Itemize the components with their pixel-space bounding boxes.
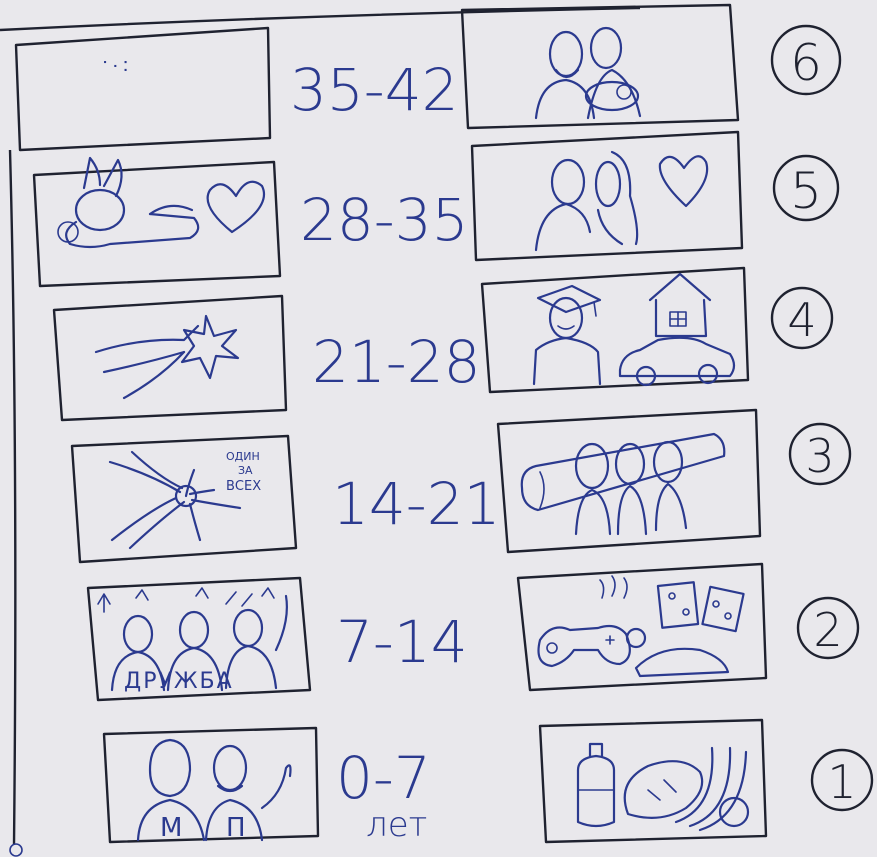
row-4 [54, 268, 832, 420]
graduate-drawing [534, 286, 600, 384]
board-top-line [0, 8, 640, 30]
row-5 [34, 132, 838, 286]
joined-hands-drawing [110, 452, 240, 548]
house-drawing [650, 274, 710, 336]
stage-5-number: 5 [790, 162, 822, 220]
friendship-note: ДРУЖБА [124, 669, 234, 694]
baby-bottle-drawing [578, 744, 614, 826]
row-3 [72, 410, 850, 562]
car-drawing [620, 338, 734, 385]
dice-and-cards-drawing [600, 576, 744, 631]
row-1-left-panel [104, 728, 318, 842]
father-letter: П [226, 813, 246, 843]
teamwork-note-line-3: ВСЕХ [226, 479, 262, 494]
row-2 [88, 564, 858, 700]
heart-icon [660, 156, 707, 206]
row-3-left-panel [72, 436, 296, 562]
stage-4-number: 4 [787, 293, 817, 347]
kissing-couple-drawing [536, 152, 637, 250]
sleeping-rabbit-drawing [58, 158, 198, 247]
row-6-age: 35-42 [290, 56, 459, 124]
row-3-age: 14-21 [332, 470, 501, 538]
stage-6-number: 6 [790, 34, 822, 92]
stage-3-number: 3 [805, 429, 835, 483]
row-3-right-panel [498, 410, 760, 552]
swallow-and-star-drawing [96, 316, 238, 398]
row-6-left-panel [16, 28, 270, 150]
stage-1-number: 1 [827, 755, 857, 809]
marker-mark [10, 844, 22, 856]
stage-2-number: 2 [813, 603, 843, 657]
row-2-age: 7-14 [336, 608, 468, 676]
row-4-right-panel [482, 268, 748, 392]
bread-and-bananas-drawing [625, 748, 748, 830]
row-4-left-panel [54, 296, 286, 420]
board-left-line [10, 150, 15, 845]
teamwork-note-line-1: ОДИН [226, 450, 260, 463]
teamwork-note-line-2: ЗА [238, 464, 253, 477]
friends-with-diploma-drawing [522, 434, 725, 534]
row-5-right-panel [472, 132, 742, 260]
couple-with-baby-drawing [536, 28, 640, 118]
gamepad-drawing [539, 626, 630, 666]
row-1-right-panel [540, 720, 766, 842]
mother-letter: М [160, 813, 183, 843]
row-1 [104, 720, 872, 845]
row-5-age: 28-35 [300, 186, 469, 254]
row-4-age: 21-28 [312, 328, 481, 396]
row-1-age-unit: лет [366, 805, 428, 845]
row-1-age: 0-7 [336, 744, 431, 812]
row-6 [16, 5, 840, 150]
heart-icon [208, 182, 264, 232]
turtle-drawing [627, 629, 728, 676]
row-6-left-scribble: ⠁⠂⠅ [102, 60, 133, 76]
